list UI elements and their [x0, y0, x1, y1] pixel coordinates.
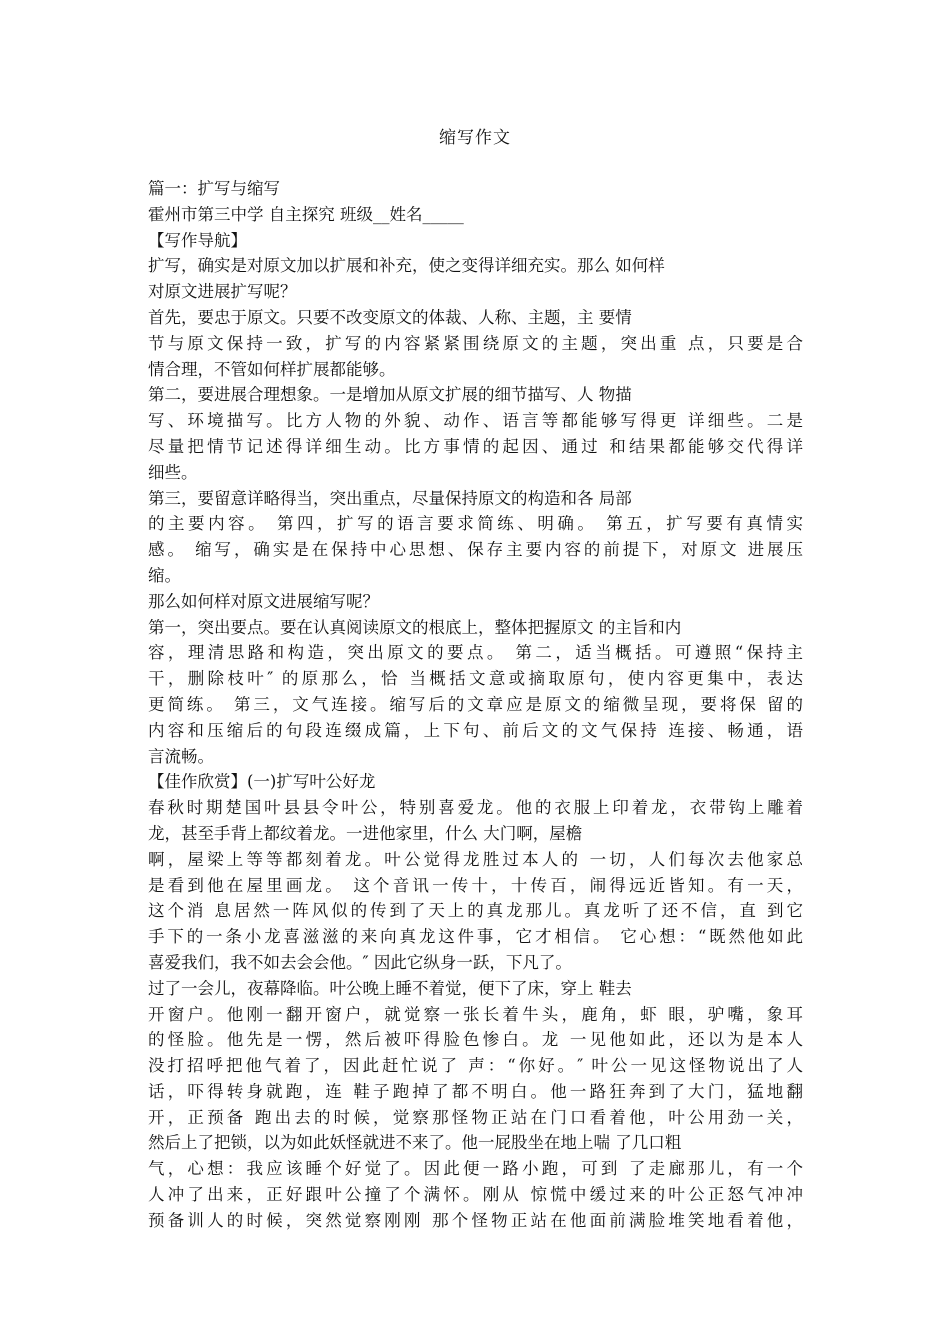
text-line: 言流畅。	[148, 746, 214, 766]
text-line: 【佳作欣赏】(一)扩写叶公好龙	[148, 772, 376, 792]
text-line: 篇一：扩写与缩写	[148, 179, 280, 198]
document-title: 缩写作文	[439, 128, 511, 148]
text-line: 细些。	[148, 462, 198, 482]
text-line: 是看到他在屋里画龙。 这个音讯一传十，十传百，闹得远近皆知。有一天，	[148, 875, 803, 895]
text-line: 【写作导航】	[148, 230, 247, 250]
text-line: 过了一会儿，夜幕降临。叶公晚上睡不着觉，便下了床，穿上 鞋去	[148, 978, 632, 998]
text-line: 写、环境描写。比方人物的外貌、动作、语言等都能够写得更 详细些。二是	[148, 411, 803, 431]
text-line: 预备训人的时候，突然觉察刚刚 那个怪物正站在他面前满脸堆笑地看着他，	[148, 1210, 803, 1230]
text-line: 喜爱我们，我不如去会会他。″ 因此它纵身一跃，下凡了。	[148, 952, 572, 972]
text-line: 第一，突出要点。要在认真阅读原文的根底上，整体把握原文 的主旨和内	[148, 617, 682, 637]
text-line: 内容和压缩后的句段连缀成篇，上下句、前后文的文气保持 连接、畅通，语	[148, 720, 803, 740]
text-line: 更简练。 第三，文气连接。缩写后的文章应是原文的缩微呈现，要将保 留的	[148, 694, 803, 714]
text-line: 春秋时期楚国叶县县令叶公，特别喜爱龙。他的衣服上印着龙，衣带钩上雕着	[148, 798, 803, 818]
text-line: 开，正预备 跑出去的时候，觉察那怪物正站在门口看着他，叶公用劲一关，	[148, 1107, 803, 1127]
text-line: 龙，甚至手背上都纹着龙。一进他家里，什么 大门啊，屋檐	[148, 823, 583, 843]
text-line: 干，删除枝叶″ 的原那么，恰 当概括文意或摘取原句，使内容更集中，表达	[148, 669, 803, 689]
text-line: 第二，要进展合理想象。一是增加从原文扩展的细节描写、人 物描	[148, 385, 632, 405]
text-line: 节与原文保持一致，扩写的内容紧紧围绕原文的主题，突出重 点，只要是合	[148, 333, 803, 353]
text-line: 尽量把情节记述得详细生动。比方事情的起因、通过 和结果都能够交代得详	[148, 436, 803, 456]
text-line: 情合理，不管如何样扩展都能够。	[148, 359, 396, 379]
text-line: 扩写，确实是对原文加以扩展和补充，使之变得详细充实。那么 如何样	[148, 256, 665, 276]
text-line: 这个消 息居然一阵风似的传到了天上的真龙那儿。真龙听了还不信，直 到它	[148, 901, 803, 921]
text-line: 那么如何样对原文进展缩写呢？	[148, 591, 379, 611]
text-line: 容，理清思路和构造，突出原文的要点。 第二，适当概括。可遵照“保持主	[148, 643, 803, 663]
text-line: 缩。	[148, 565, 181, 585]
document-body	[148, 176, 803, 1234]
text-line: 人冲了出来，正好跟叶公撞了个满怀。刚从 惊慌中缓过来的叶公正怒气冲冲	[148, 1185, 803, 1205]
text-line: 气，心想：我应该睡个好觉了。因此便一路小跑，可到 了走廊那儿，有一个	[148, 1159, 803, 1179]
text-line: 第三，要留意详略得当，突出重点，尽量保持原文的构造和各 局部	[148, 488, 632, 508]
text-line: 对原文进展扩写呢？	[148, 282, 297, 302]
text-line: 话，吓得转身就跑，连 鞋子跑掉了都不明白。他一路狂奔到了大门，猛地翻	[148, 1081, 803, 1101]
text-line: 霍州市第三中学 自主探究 班级__姓名_____	[148, 204, 464, 224]
text-line: 感。 缩写，确实是在保持中心思想、保存主要内容的前提下，对原文 进展压	[148, 540, 803, 560]
text-line: 开窗户。他刚一翻开窗户，就觉察一张长着牛头，鹿角，虾 眼，驴嘴，象耳	[148, 1004, 803, 1024]
text-line: 的主要内容。 第四，扩写的语言要求简练、明确。 第五，扩写要有真情实	[148, 514, 803, 534]
text-line: 啊，屋梁上等等都刻着龙。叶公觉得龙胜过本人的 一切，人们每次去他家总	[148, 849, 803, 869]
text-line: 的怪脸。他先是一愣，然后被吓得脸色惨白。龙 一见他如此，还以为是本人	[148, 1030, 803, 1050]
text-line: 手下的一条小龙喜滋滋的来向真龙这件事，它才相信。 它心想：“既然他如此	[148, 927, 803, 947]
text-line: 首先，要忠于原文。只要不改变原文的体裁、人称、主题，主 要情	[148, 307, 632, 327]
text-line: 没打招呼把他气着了，因此赶忙说了 声：“你好。″ 叶公一见这怪物说出了人	[148, 1056, 803, 1076]
text-line: 然后上了把锁，以为如此妖怪就进不来了。他一屁股坐在地上喘 了几口粗	[148, 1133, 682, 1153]
